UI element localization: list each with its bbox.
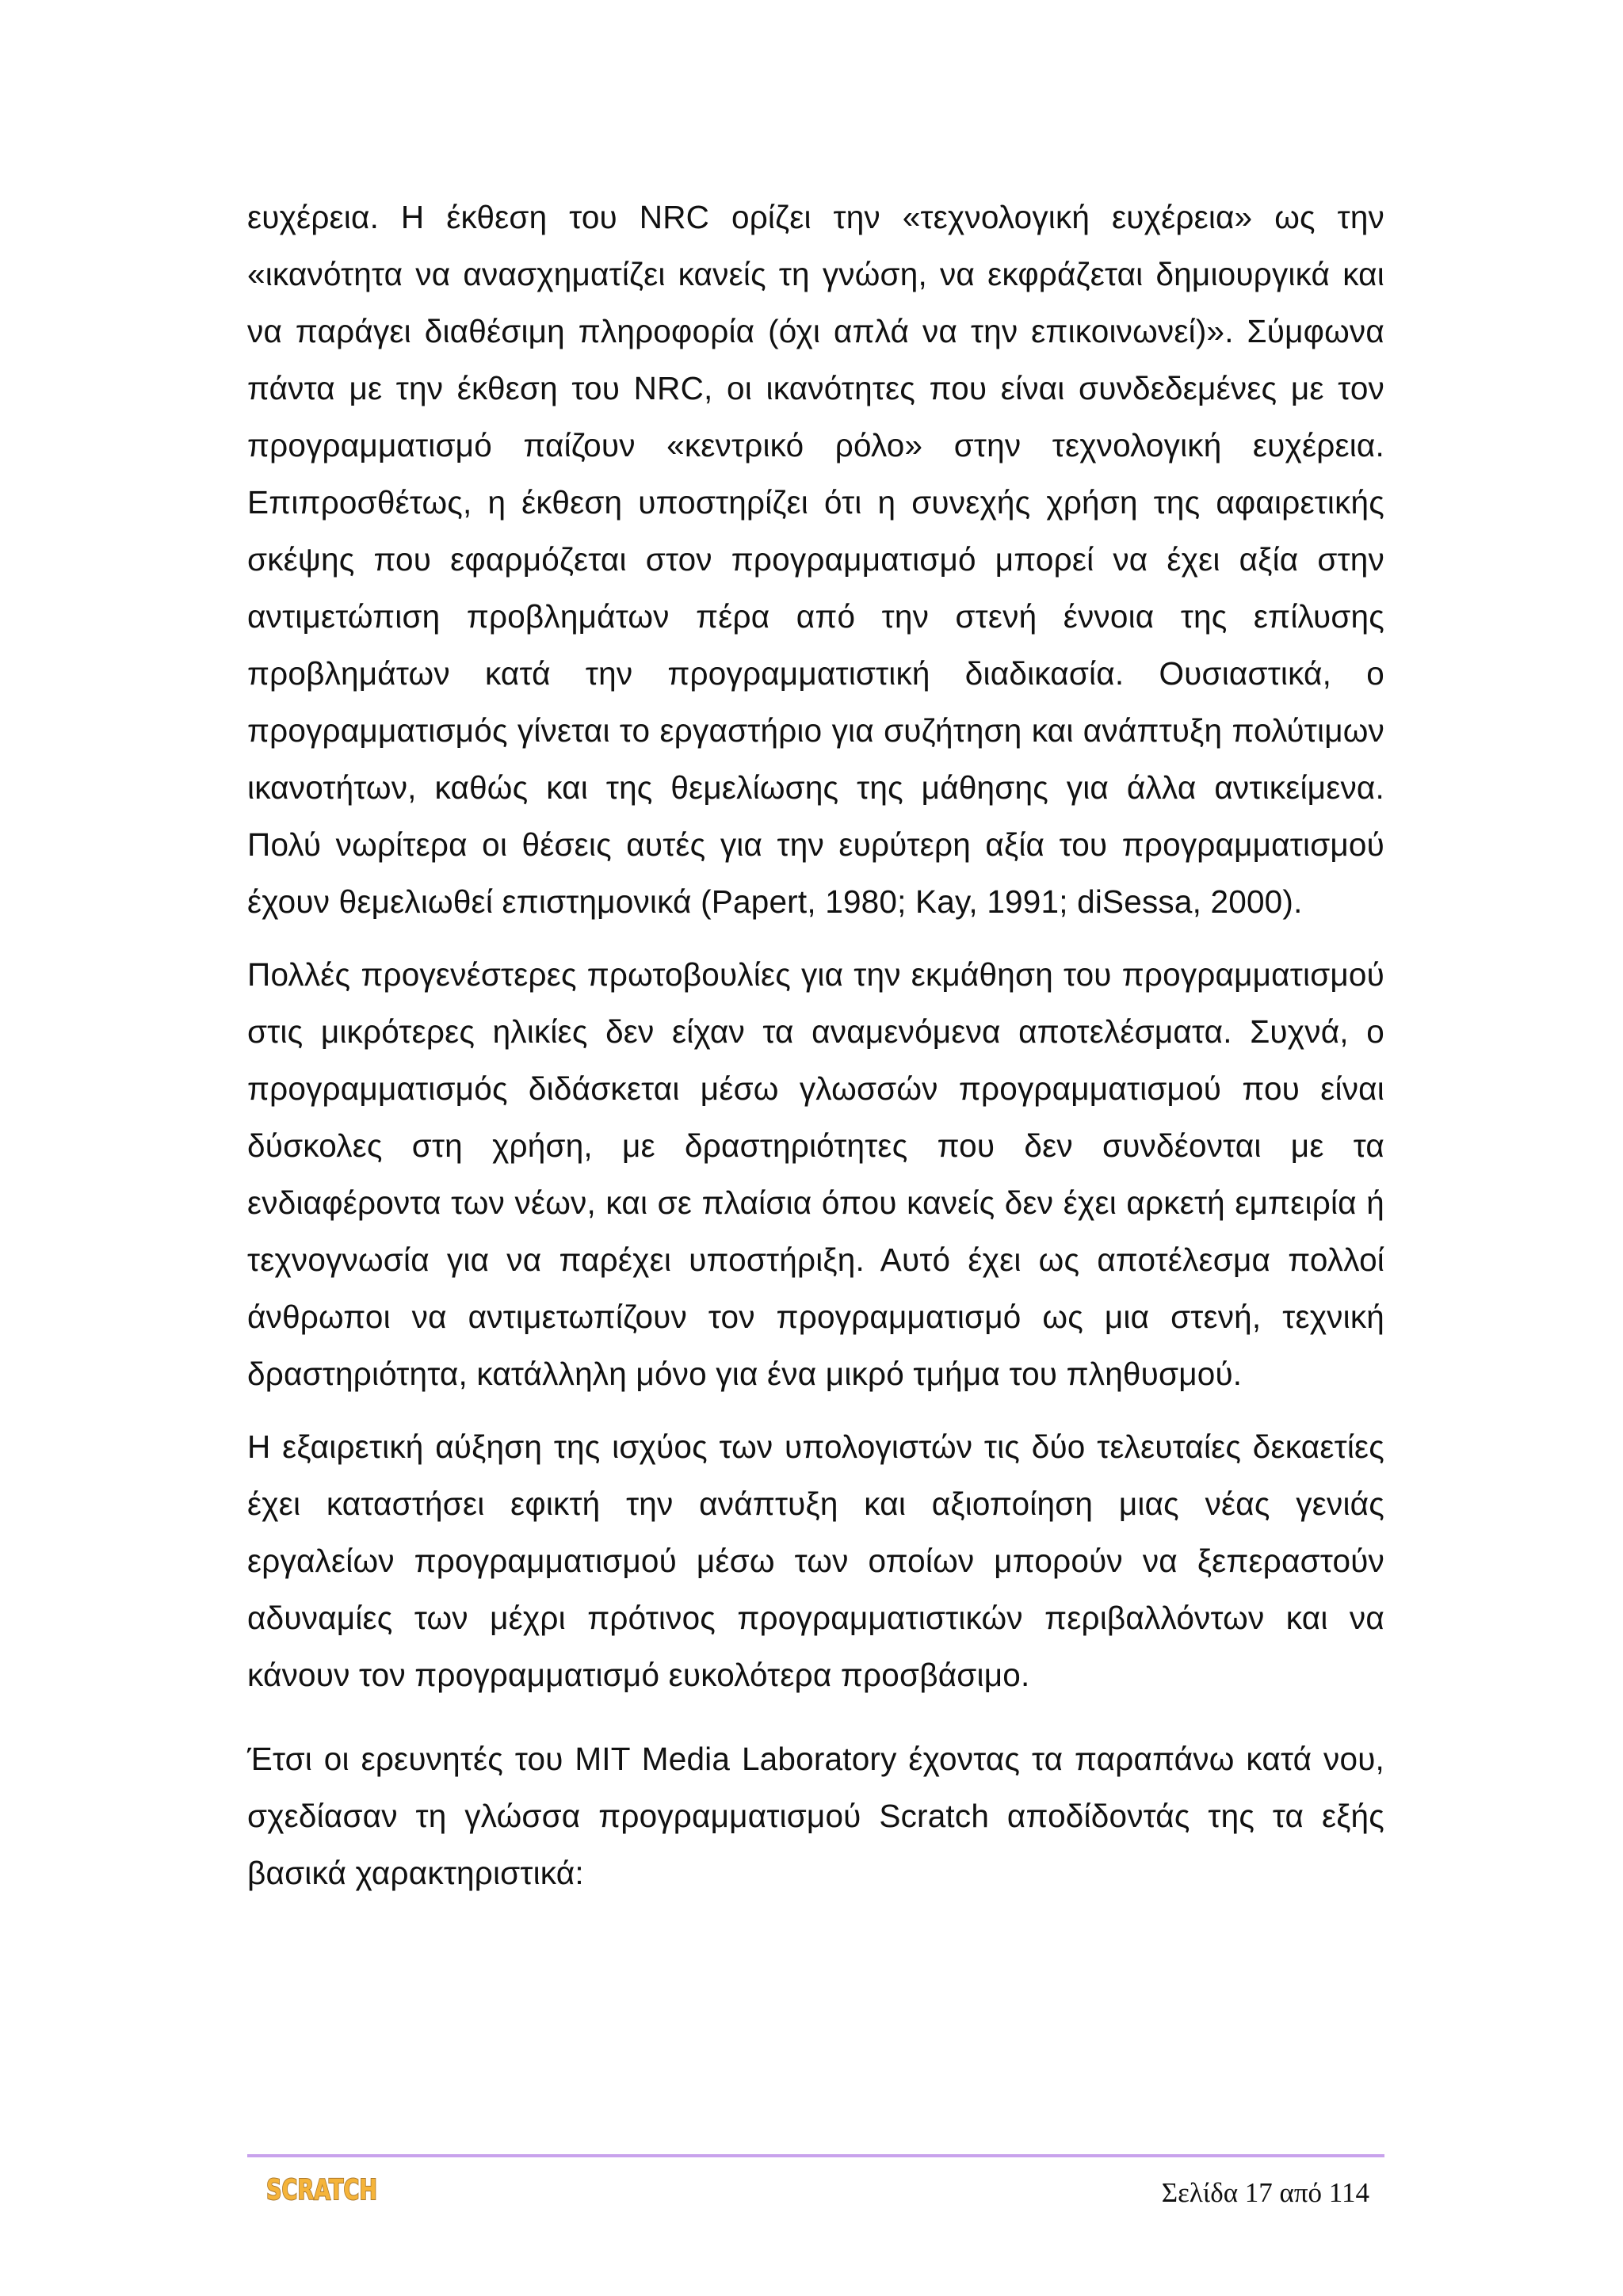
page-body: [247, 189, 1384, 1901]
body-paragraph: Πολλές προγενέστερες πρωτοβουλίες για την εκμάθηση του προγραμματισμού στις μικρότερες ηλικίες δεν είχαν τα αναμενόμενα αποτελέσματα. Συχνά, ο προγραμματισμός διδάσκεται μέσω γλωσσών προγραμματισμού που είναι δύσκολες στη χρήση, με δραστηριότητες που δεν συνδέονται με τα ενδιαφέροντα των νέων, και σε πλαίσια όπου κανείς δεν έχει αρκετή εμπειρία ή τεχνογνωσία για να παρέχει υποστήριξη. Αυτό έχει ως αποτέλεσμα πολλοί άνθρωποι να αντιμετωπίζουν τον προγραμματισμό ως μια στενή, τεχνική δραστηριότητα, κατάλληλη μόνο για ένα μικρό τμήμα του πληθυσμού.: [247, 956, 1384, 1392]
footer-divider: [247, 2154, 1384, 2157]
scratch-logo: [265, 2160, 380, 2212]
body-paragraph: ευχέρεια. Η έκθεση του NRC ορίζει την «τεχνολογική ευχέρεια» ως την «ικανότητα να ανασχηματίζει κανείς τη γνώση, να εκφράζεται δημιουργικά και να παράγει διαθέσιμη πληροφορία (όχι απλά να την επικοινωνεί)». Σύμφωνα πάντα με την έκθεση του NRC, οι ικανότητες που είναι συνδεδεμένες με τον προγραμματισμό παίζουν «κεντρικό ρόλο» στην τεχνολογική ευχέρεια. Επιπροσθέτως, η έκθεση υποστηρίζει ότι η συνεχής χρήση της αφαιρετικής σκέψης που εφαρμόζεται στον προγραμματισμό μπορεί να έχει αξία στην αντιμετώπιση προβλημάτων πέρα από την στενή έννοια της επίλυσης προβλημάτων κατά την προγραμματιστική διαδικασία. Ουσιαστικά, ο προγραμματισμός γίνεται το εργαστήριο για συζήτηση και ανάπτυξη πολύτιμων ικανοτήτων, καθώς και της θεμελίωσης της μάθησης για άλλα αντικείμενα. Πολύ νωρίτερα οι θέσεις αυτές για την ευρύτερη αξία του προγραμματισμού έχουν θεμελιωθεί επιστημονικά (Papert, 1980; Kay, 1991; diSessa, 2000).: [247, 199, 1384, 920]
page-number: Σελίδα 17 από 114: [1161, 2177, 1369, 2208]
svg-text:SCRATCH: SCRATCH: [266, 2174, 377, 2206]
body-paragraph: Η εξαιρετική αύξηση της ισχύος των υπολογιστών τις δύο τελευταίες δεκαετίες έχει καταστήσει εφικτή την ανάπτυξη και αξιοποίηση μιας νέας γενιάς εργαλείων προγραμματισμού μέσω των οποίων μπορούν να ξεπεραστούν αδυναμίες των μέχρι πρότινος προγραμματιστικών περιβαλλόντων και να κάνουν τον προγραμματισμό ευκολότερα προσβάσιμο.: [247, 1428, 1384, 1693]
body-paragraph: Έτσι οι ερευνητές του MIT Media Laboratory έχοντας τα παραπάνω κατά νου, σχεδίασαν τη γλώσσα προγραμματισμού Scratch αποδίδοντάς της τα εξής βασικά χαρακτηριστικά:: [247, 1741, 1384, 1891]
